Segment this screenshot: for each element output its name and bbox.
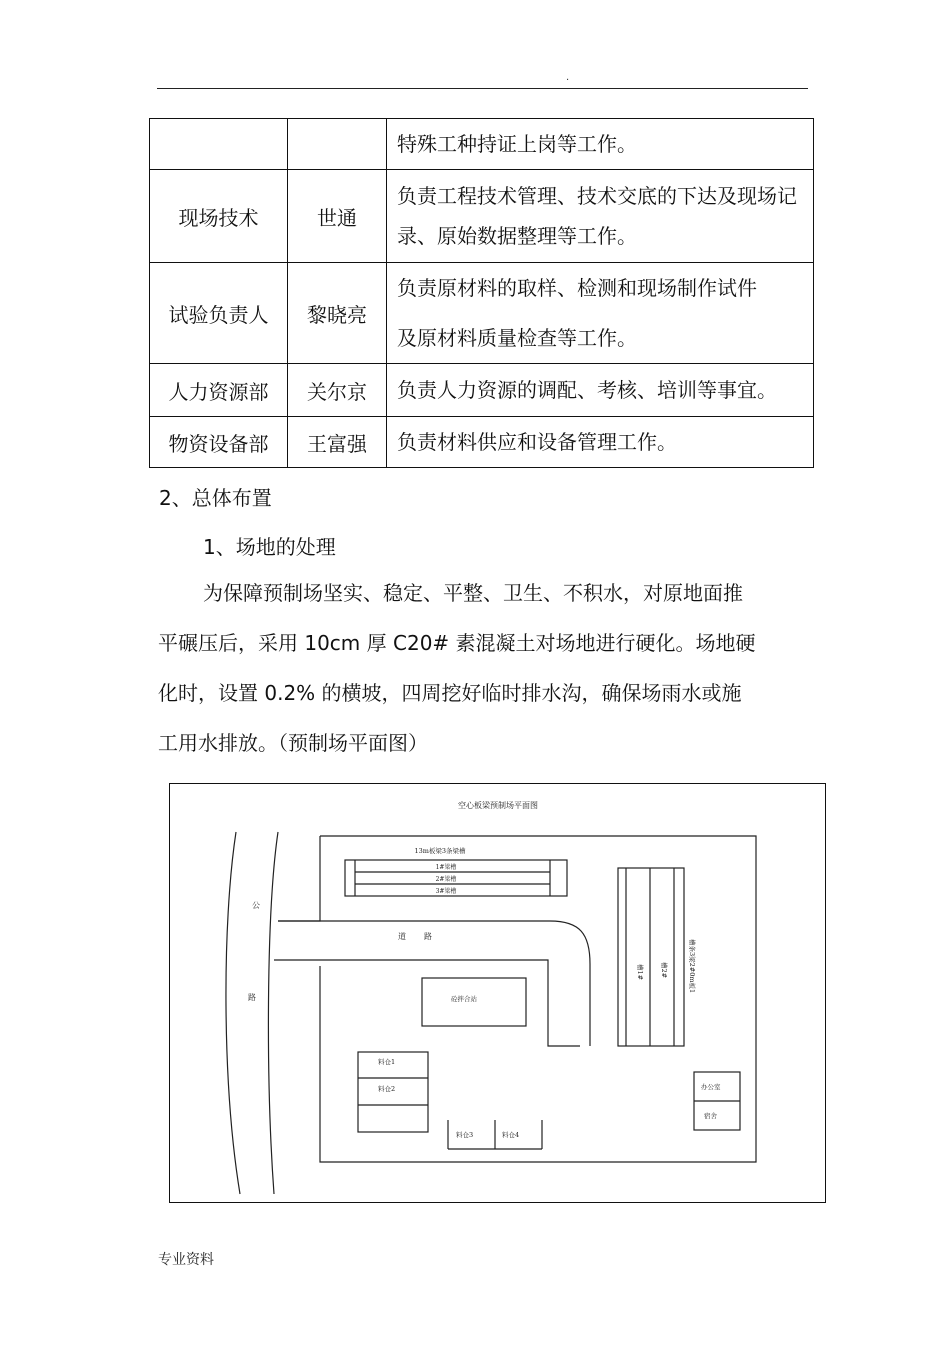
- table-row: [150, 364, 814, 417]
- plan-title: 空心板梁预制场平面图: [458, 801, 538, 810]
- role-cell: 现场技术: [150, 170, 288, 263]
- person-cell: 关尔京: [288, 364, 387, 417]
- site-plan-drawing: [170, 784, 827, 1204]
- paragraph-line: 为保障预制场坚实、稳定、平整、卫生、不积水，对原地面推: [203, 581, 743, 605]
- trough-label: 1#梁槽: [435, 864, 457, 871]
- person-cell: 王富强: [288, 417, 387, 468]
- table-row: [150, 119, 814, 170]
- inner-road-edge: [278, 921, 590, 1046]
- bin-label: 料仓4: [502, 1131, 520, 1139]
- duty-cell: [387, 263, 814, 364]
- vertical-trough-label: 槽1#: [636, 964, 644, 981]
- table-row: [150, 170, 814, 263]
- duty-cell: 负责工程技术管理、技术交底的下达及现场记录、原始数据整理等工作。: [387, 170, 814, 263]
- paragraph-line: 平碾压后，采用 10cm 厚 C20# 素混凝土对场地进行硬化。场地硬: [158, 631, 756, 655]
- duty-line: 负责原材料的取样、检测和现场制作试件: [397, 276, 757, 300]
- sub-heading: 1、场地的处理: [203, 535, 336, 559]
- footer-label: 专业资料: [158, 1252, 214, 1268]
- person-cell: 世通: [288, 170, 387, 263]
- mixing-station-label: 砼拌合站: [451, 995, 477, 1003]
- bin-label: 料仓3: [456, 1131, 474, 1139]
- vertical-trough-label: 槽2#: [660, 962, 668, 979]
- table-row: [150, 263, 814, 364]
- road-edge: [226, 832, 240, 1194]
- duty-cell: 特殊工种持证上岗等工作。: [387, 119, 814, 170]
- paragraph-line: 工用水排放。（预制场平面图）: [158, 731, 428, 755]
- header-rule: [157, 88, 808, 89]
- road-label: 路: [424, 932, 432, 941]
- person-cell: 黎晓亮: [288, 263, 387, 364]
- responsibility-table: [149, 118, 814, 468]
- road-label: 路: [248, 993, 256, 1002]
- duty-line: 及原材料质量检查等工作。: [397, 326, 637, 350]
- duty-cell: 负责人力资源的调配、考核、培训等事宜。: [387, 364, 814, 417]
- trough-label: 3#梁槽: [435, 888, 457, 895]
- bin-label: 料仓2: [378, 1085, 396, 1093]
- role-cell: 试验负责人: [150, 263, 288, 364]
- yard-boundary: [278, 836, 320, 921]
- vertical-trough-label: 槽条3梁2#0m板1: [688, 939, 696, 994]
- trough-title: 13m板梁3条梁槽: [414, 847, 466, 855]
- section-heading: 2、总体布置: [159, 486, 272, 510]
- bin-label: 料仓1: [378, 1058, 396, 1066]
- role-cell: [150, 119, 288, 170]
- table-row: [150, 417, 814, 468]
- header-mark: .: [566, 72, 570, 83]
- site-plan-figure: [169, 783, 826, 1203]
- paragraph-line: 化时，设置 0.2% 的横坡，四周挖好临时排水沟，确保场雨水或施: [158, 681, 742, 705]
- trough-label: 2#梁槽: [435, 876, 457, 883]
- role-cell: 物资设备部: [150, 417, 288, 468]
- office-label: 办公室: [701, 1083, 721, 1091]
- road-label: 公: [252, 901, 260, 910]
- road-edge: [268, 832, 278, 1194]
- duty-cell: 负责材料供应和设备管理工作。: [387, 417, 814, 468]
- person-cell: [288, 119, 387, 170]
- road-label: 道: [398, 932, 406, 941]
- dorm-label: 宿舍: [704, 1112, 717, 1120]
- role-cell: 人力资源部: [150, 364, 288, 417]
